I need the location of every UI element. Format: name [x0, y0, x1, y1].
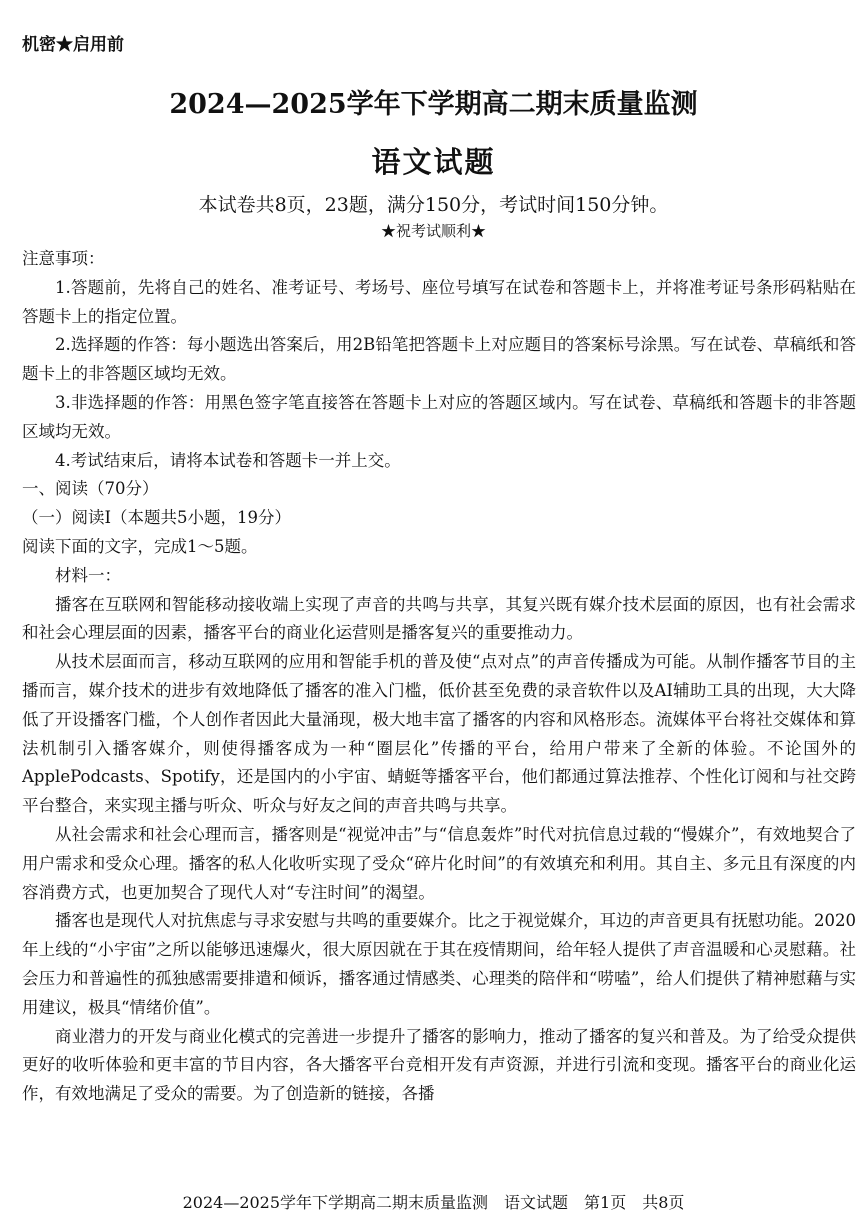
reading-instruction: 阅读下面的文字，完成1～5题。 [22, 536, 258, 556]
passage-paragraph: 从技术层面而言，移动互联网的应用和智能手机的普及使“点对点”的声音传播成为可能。从制作播客节目的主播而言，媒介技术的进步有效地降低了播客的准入门槛，低价甚至免费的录音软件以及AI辅助工具的出现，大大降低了开设播客门槛，个人创作者因此大量涌现，极大地丰富了播客的内容和风格形态。流媒体平台将社交媒体和算法机制引入播客媒介，则使得播客成为一种“圈层化”传播的平台，给用户带来了全新的体验。不论国外的ApplePodcasts、Spotify，还是国内的小宇宙、蜻蜓等播客平台，他们都通过算法推荐、个性化订阅和与社交跨平台整合，来实现主播与听众、听众与好友之间的声音共鸣与共享。 [22, 652, 856, 816]
subject-title: 语文试题 [371, 145, 496, 179]
page-footer: 2024—2025学年下学期高二期末质量监测 语文试题 第1页 共8页 [182, 1193, 685, 1212]
exam-title: 2024—2025学年下学期高二期末质量监测 [169, 89, 698, 120]
material-label: 材料一： [55, 565, 121, 585]
passage-paragraph: 从社会需求和社会心理而言，播客则是“视觉冲击”与“信息轰炸”时代对抗信息过载的“慢媒介”，有效地契合了用户需求和受众心理。播客的私人化收听实现了受众“碎片化时间”的有效填充和利用。其自主、多元且有深度的内容消费方式，也更加契合了现代人对“专注时间”的渴望。 [22, 824, 856, 902]
notes-heading: 注意事项： [22, 249, 105, 268]
note-item: 1.答题前，先将自己的姓名、准考证号、考场号、座位号填写在试卷和答题卡上，并将准考证号条形码粘贴在答题卡上的指定位置。 [22, 277, 856, 326]
note-item: 2.选择题的作答：每小题选出答案后，用2B铅笔把答题卡上对应题目的答案标号涂黑。写在试卷、草稿纸和答题卡上的非答题区域均无效。 [22, 335, 856, 384]
exam-info: 本试卷共8页，23题，满分150分，考试时间150分钟。 [198, 194, 669, 216]
note-item: 3.非选择题的作答：用黑色签字笔直接答在答题卡上对应的答题区域内。写在试卷、草稿纸和答题卡的非答题区域均无效。 [22, 392, 856, 441]
section-title: 一、阅读（70分） [22, 479, 159, 499]
subsection-title: （一）阅读Ⅰ（本题共5小题，19分） [22, 508, 292, 528]
passage-paragraph: 商业潜力的开发与商业化模式的完善进一步提升了播客的影响力，推动了播客的复兴和普及。为了给受众提供更好的收听体验和更丰富的节目内容，各大播客平台竞相开发有声资源，并进行引流和变现。播客平台的商业化运作，有效地满足了受众的需要。为了创造新的链接，各播 [22, 1026, 856, 1104]
passage-paragraph: 播客也是现代人对抗焦虑与寻求安慰与共鸣的重要媒介。比之于视觉媒介，耳边的声音更具有抚慰功能。2020年上线的“小宇宙”之所以能够迅速爆火，很大原因就在于其在疫情期间，给年轻人提供了声音温暖和心灵慰藉。社会压力和普遍性的孤独感需要排遣和倾诉，播客通过情感类、心理类的陪伴和“唠嗑”，给人们提供了精神慰藉与实用建议，极具“情绪价值”。 [22, 911, 856, 1017]
passage-paragraph: 播客在互联网和智能移动接收端上实现了声音的共鸣与共享，其复兴既有媒介技术层面的原因，也有社会需求和社会心理层面的因素，播客平台的商业化运营则是播客复兴的重要推动力。 [22, 594, 856, 643]
note-item: 4.考试结束后，请将本试卷和答题卡一并上交。 [55, 450, 401, 470]
confidential-label: 机密★启用前 [22, 35, 124, 55]
good-luck-line: ★祝考试顺利★ [380, 222, 486, 240]
exam-body [22, 245, 856, 1109]
